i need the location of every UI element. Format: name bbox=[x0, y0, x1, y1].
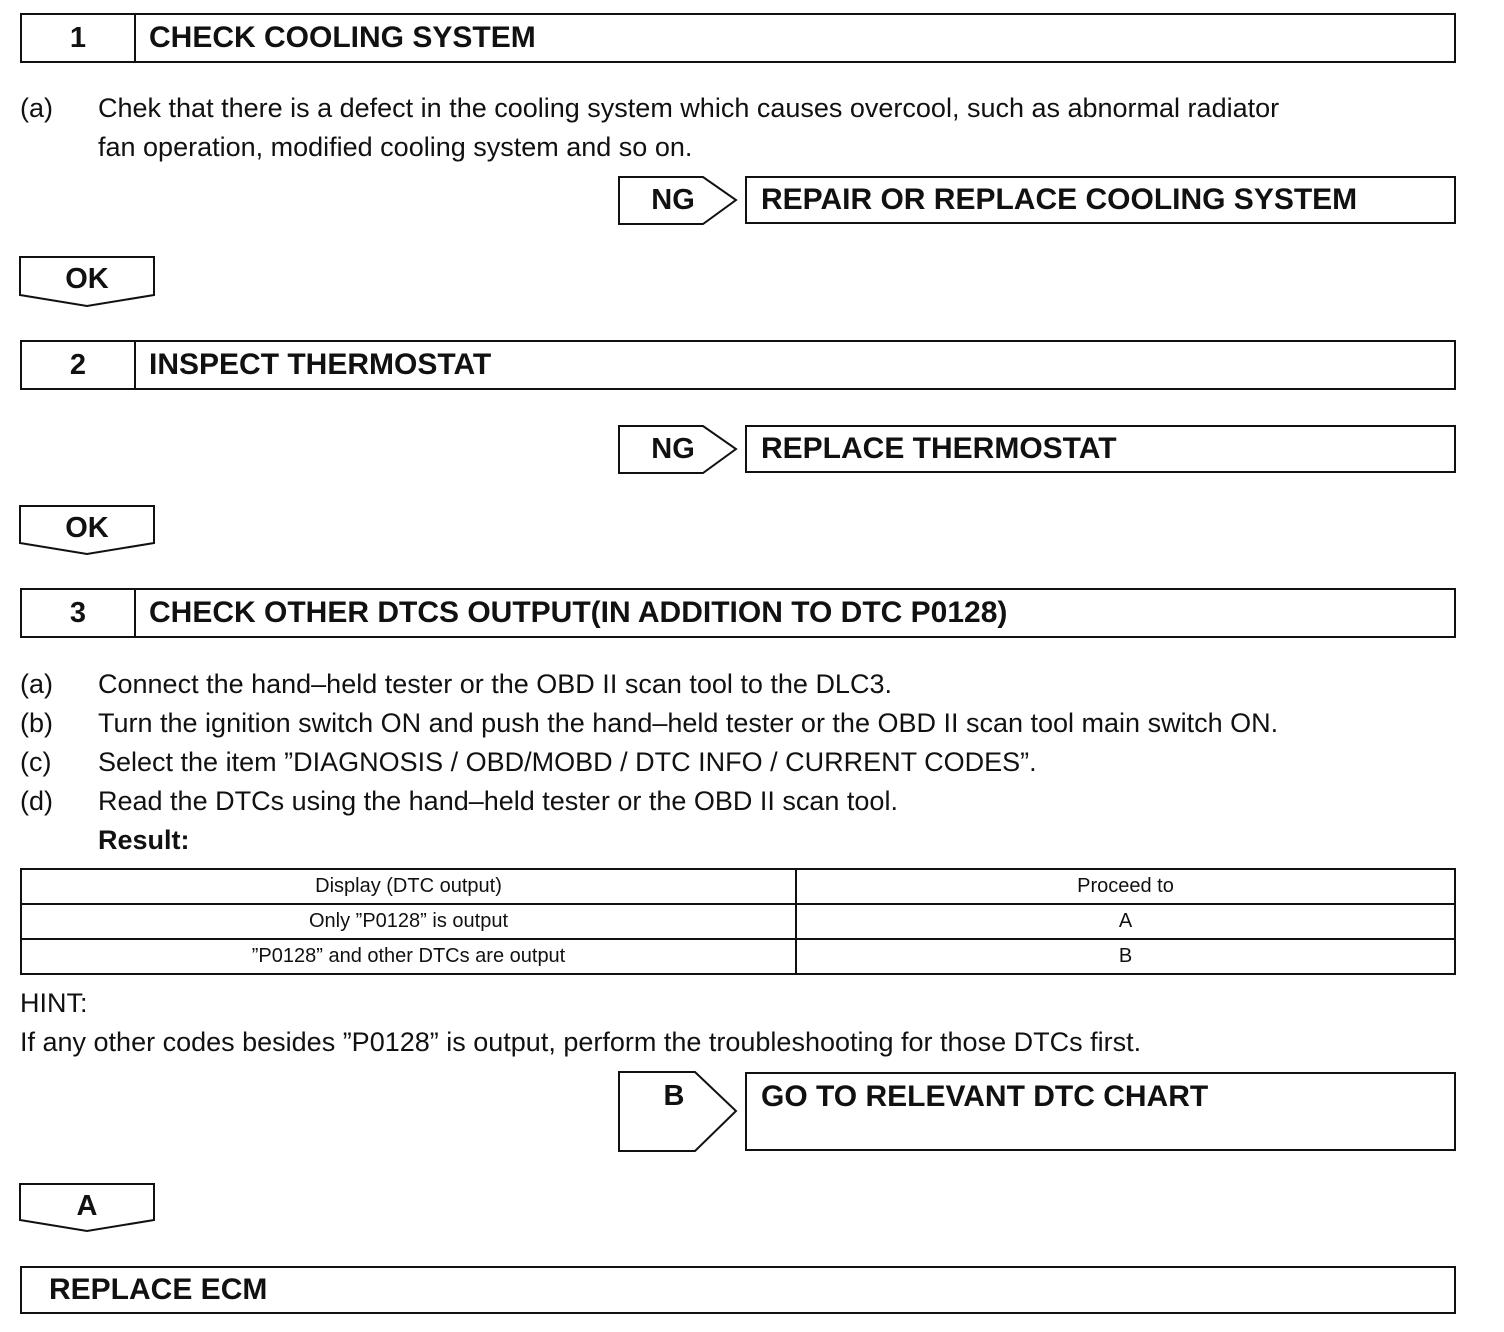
item-text-line-2: fan operation, modified cooling system and so on. bbox=[98, 132, 693, 162]
b-label: B bbox=[663, 1079, 685, 1112]
step-title: INSPECT THERMOSTAT bbox=[149, 348, 492, 381]
table-row bbox=[21, 904, 1455, 939]
ng-label: NG bbox=[651, 433, 695, 465]
step-2-header bbox=[20, 340, 1456, 390]
item-text: Connect the hand–held tester or the OBD II scan tool to the DLC3. bbox=[98, 669, 892, 699]
step-title: CHECK OTHER DTCS OUTPUT(IN ADDITION TO DTC P0128) bbox=[149, 596, 1008, 629]
ng-action-box bbox=[745, 425, 1456, 473]
table-cell: ”P0128” and other DTCs are output bbox=[21, 939, 796, 974]
item-label: (b) bbox=[20, 708, 53, 738]
ok-label: OK bbox=[65, 511, 109, 544]
step-3-header bbox=[20, 588, 1456, 638]
item-label: (d) bbox=[20, 786, 53, 816]
b-action-text: GO TO RELEVANT DTC CHART bbox=[761, 1080, 1209, 1113]
result-label: Result: bbox=[98, 825, 190, 855]
column-header: Display (DTC output) bbox=[21, 869, 796, 904]
item-label: (c) bbox=[20, 747, 52, 777]
step-3-item-a bbox=[20, 665, 1460, 704]
hint-text: If any other codes besides ”P0128” is output, perform the troubleshooting for those DTCs first. bbox=[20, 1027, 1142, 1057]
ok-label: OK bbox=[65, 262, 109, 295]
hint-label: HINT: bbox=[20, 988, 88, 1018]
result-table bbox=[20, 868, 1456, 975]
step-number: 3 bbox=[22, 590, 136, 636]
step-3-item-c bbox=[20, 743, 1460, 782]
column-header: Proceed to bbox=[796, 869, 1455, 904]
ng-label: NG bbox=[651, 184, 695, 216]
step-3-item-b bbox=[20, 704, 1460, 743]
item-text: Turn the ignition switch ON and push the hand–held tester or the OBD II scan tool main switch ON. bbox=[98, 708, 1279, 738]
item-text: Select the item ”DIAGNOSIS / OBD/MOBD / DTC INFO / CURRENT CODES”. bbox=[98, 747, 1037, 777]
step-3-item-d bbox=[20, 782, 1460, 821]
item-label: (a) bbox=[20, 93, 53, 123]
final-action-box bbox=[20, 1266, 1456, 1314]
item-text: Read the DTCs using the hand–held tester or the OBD II scan tool. bbox=[98, 786, 898, 816]
ng-action-text: REPAIR OR REPLACE COOLING SYSTEM bbox=[761, 183, 1358, 216]
final-action-text: REPLACE ECM bbox=[49, 1273, 268, 1306]
step-title: CHECK COOLING SYSTEM bbox=[149, 21, 536, 54]
table-header-row bbox=[21, 869, 1455, 904]
ng-action-text: REPLACE THERMOSTAT bbox=[761, 432, 1117, 465]
a-label: A bbox=[76, 1189, 98, 1222]
table-cell: Only ”P0128” is output bbox=[21, 904, 796, 939]
item-label: (a) bbox=[20, 669, 53, 699]
item-text-line-1: Chek that there is a defect in the cooling system which causes overcool, such as abnormal radiator bbox=[98, 93, 1280, 123]
b-action-box bbox=[745, 1072, 1456, 1151]
table-row bbox=[21, 939, 1455, 974]
ng-action-box bbox=[745, 176, 1456, 224]
table-cell: B bbox=[796, 939, 1455, 974]
step-number: 2 bbox=[22, 342, 136, 388]
table-cell: A bbox=[796, 904, 1455, 939]
step-number: 1 bbox=[22, 15, 136, 61]
